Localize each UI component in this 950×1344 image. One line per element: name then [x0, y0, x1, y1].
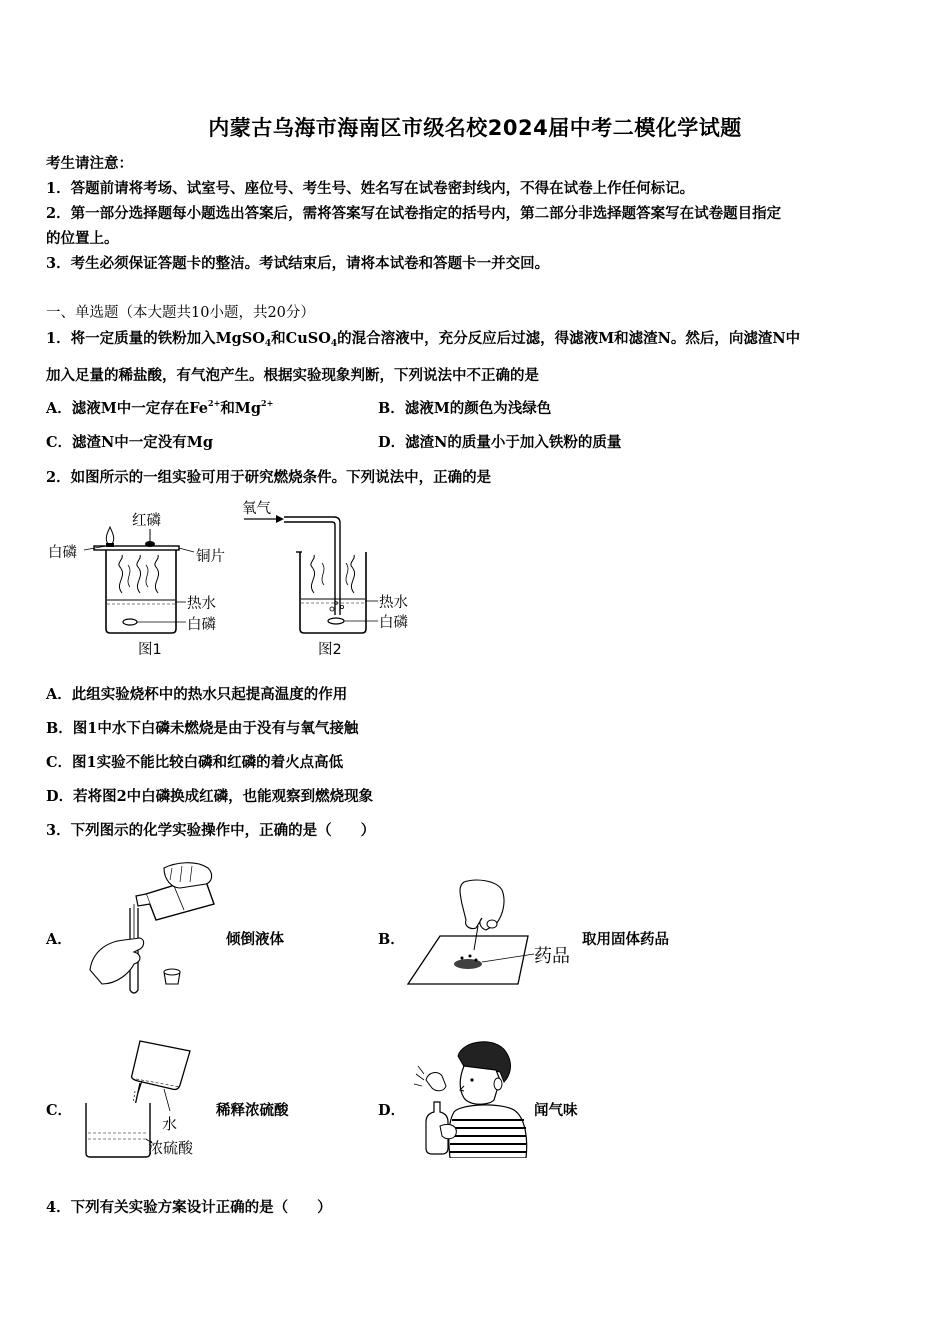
fig1-copper-label: 铜片 — [196, 549, 225, 565]
q2-figure-2 — [236, 497, 426, 660]
q1-option-b: B．滤液M的颜色为浅绿色 — [378, 400, 552, 417]
q4-stem: 4．下列有关实验方案设计正确的是（ ） — [46, 1199, 332, 1216]
q1-option-d: D．滤渣N的质量小于加入铁粉的质量 — [378, 434, 622, 451]
concentrated-acid-label: 浓硫酸 — [148, 1139, 194, 1157]
fig1-caption: 图1 — [138, 642, 162, 658]
page-title: 内蒙古乌海市海南区市级名校2024届中考二模化学试题 — [208, 116, 742, 140]
q1-option-a-text: A．滤液M中一定存在Fe — [46, 400, 209, 417]
q2-option-d: D．若将图2中白磷换成红磷，也能观察到燃烧现象 — [46, 788, 374, 805]
q1-mgso: MgSO — [215, 330, 265, 347]
q2-option-c: C．图1实验不能比较白磷和红磷的着火点高低 — [46, 754, 344, 771]
taking-solid-illustration — [406, 878, 582, 988]
q2-option-b: B．图1中水下白磷未燃烧是由于没有与氧气接触 — [46, 720, 359, 737]
q1-stem-line1 — [46, 327, 800, 348]
fig1-red-phosphorus-label: 红磷 — [132, 513, 161, 529]
q2-option-a: A．此组实验烧杯中的热水只起提高温度的作用 — [46, 686, 348, 703]
q1-sub-1: 4 — [264, 339, 272, 349]
q3-option-a-letter: A． — [46, 931, 72, 948]
fe-charge: 2+ — [208, 398, 221, 408]
fig2-caption: 图2 — [318, 642, 342, 658]
q3-option-c-letter: C． — [46, 1102, 73, 1119]
q3-option-d-label: 闻气味 — [534, 1102, 578, 1119]
q1-option-a — [46, 397, 273, 418]
q3-option-d-letter: D． — [378, 1102, 406, 1119]
notice-item-1: 1．答题前请将考场、试室号、座位号、考生号、姓名写在试卷密封线内，不得在试卷上作任何标记。 — [46, 180, 695, 197]
q3-option-b-letter: B． — [378, 931, 405, 948]
medicine-label: 药品 — [534, 946, 570, 967]
water-label: 水 — [162, 1115, 178, 1133]
q2-figure-1 — [44, 505, 244, 660]
fig2-oxygen-label: 氧气 — [242, 501, 271, 517]
q2-stem: 2．如图所示的一组实验可用于研究燃烧条件。下列说法中，正确的是 — [46, 469, 492, 486]
notice-item-2: 2．第一部分选择题每小题选出答案后，需将答案写在试卷指定的括号内，第二部分非选择题答案写在试卷题目指定 — [46, 205, 782, 222]
pouring-liquid-illustration — [84, 858, 224, 998]
fig2-hot-water-label: 热水 — [379, 595, 408, 611]
diluting-acid-illustration — [80, 1035, 210, 1161]
q1-option-a-and: 和Mg — [220, 400, 262, 417]
q1-option-c: C．滤渣N中一定没有Mg — [46, 434, 213, 451]
fig1-hot-water-label: 热水 — [187, 596, 216, 612]
smelling-drawing — [410, 1036, 532, 1158]
q1-text-a: 1．将一定质量的铁粉加入 — [46, 330, 216, 347]
q3-option-c-label: 稀释浓硫酸 — [216, 1102, 289, 1119]
notice-item-3: 3．考生必须保证答题卡的整洁。考试结束后，请将本试卷和答题卡一并交回。 — [46, 255, 550, 272]
smelling-illustration — [410, 1036, 532, 1158]
fig1-white-phosphorus-top-label: 白磷 — [48, 545, 77, 561]
taking-solid-drawing — [406, 878, 582, 988]
notice-heading: 考生请注意： — [46, 155, 133, 172]
fig1-white-phosphorus-label: 白磷 — [187, 617, 216, 633]
q1-text-b: 的混合溶液中，充分反应后过滤，得滤液M和滤渣N。然后，向滤渣N中 — [337, 330, 801, 347]
q1-cuso: CuSO — [285, 330, 331, 347]
mg-charge: 2+ — [261, 398, 274, 408]
fig2-white-phosphorus-label: 白磷 — [379, 615, 408, 631]
section-heading: 一、单选题（本大题共10小题，共20分） — [46, 305, 315, 321]
q3-option-b-label: 取用固体药品 — [582, 931, 669, 948]
q1-and: 和 — [271, 330, 286, 347]
figure-2-drawing — [236, 497, 426, 660]
q1-stem-line2: 加入足量的稀盐酸，有气泡产生。根据实验现象判断，下列说法中不正确的是 — [46, 367, 539, 384]
q3-stem: 3．下列图示的化学实验操作中，正确的是（ ） — [46, 822, 376, 839]
pouring-liquid-drawing — [84, 858, 224, 998]
notice-item-2-cont: 的位置上。 — [46, 230, 119, 247]
q3-option-a-label: 倾倒液体 — [226, 931, 284, 948]
q1-sub-2: 4 — [330, 339, 338, 349]
